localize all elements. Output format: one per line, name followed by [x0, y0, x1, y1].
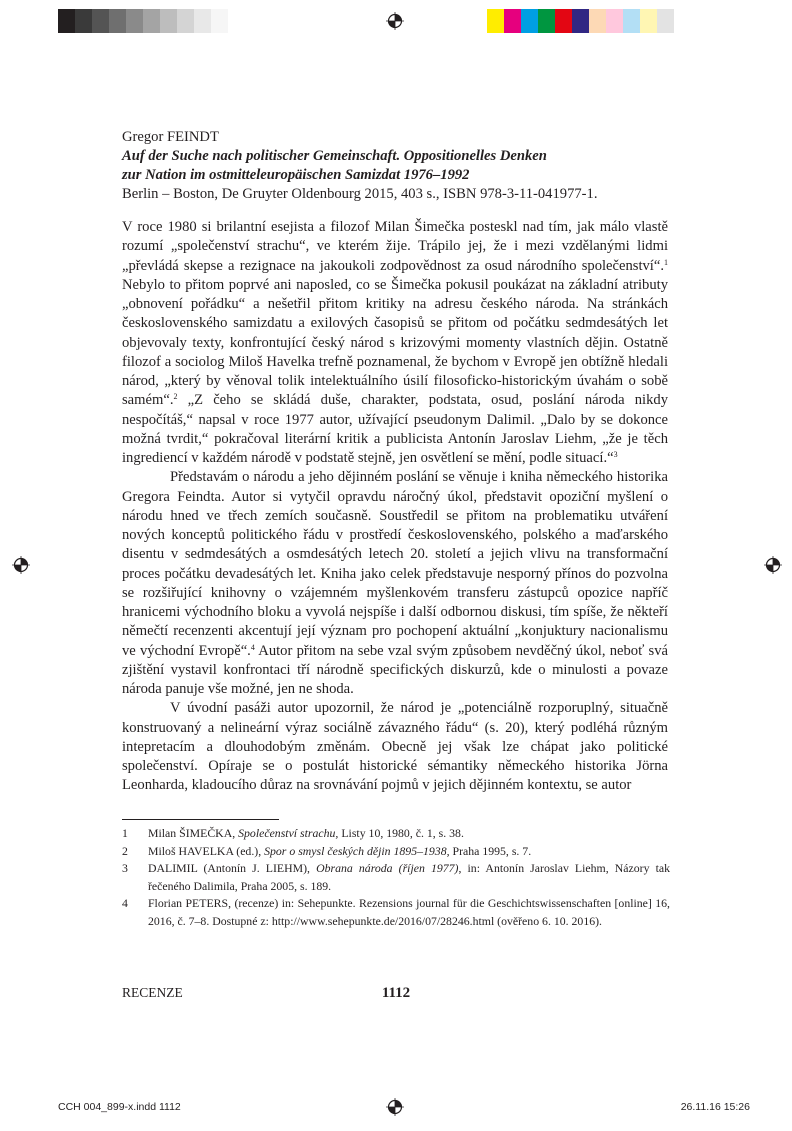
- footnote-separator: [122, 819, 279, 820]
- color-swatch: [555, 9, 572, 33]
- footnote-ref-2: 2: [173, 392, 178, 402]
- running-foot-section: RECENZE: [122, 985, 183, 1000]
- book-author: Gregor FEINDT: [122, 129, 219, 145]
- color-swatch: [623, 9, 640, 33]
- footnote-ref-4: 4: [250, 642, 255, 652]
- gray-swatch: [160, 9, 177, 33]
- paragraph-2-part-a: Představám o národu a jeho dějinném poslání se věnuje i kniha německého historika Gregora Feindta. Autor si vytyčil opravdu náročný úkol, představit opoziční myšlení o národu hned ve třech zemích současně. Soustředil se přitom na problematiku utváření nových konceptů politického řádu v prostředí československého, polského a maďarského disentu v sedmdesátých a osmdesátých letech 20. století a jejich vlivu na transformační proces počátku devadesátých let. Kniha jako celek představuje nesporný přínos do pozvolna se rozšiřující knihovny o vzájemném myšlenkovém transferu zástupců opozice napříč hranicemi východního bloku a vyvolá nejspíše i další odbornou diskusi, tím spíše, že někteří němečtí recenzenti akcentují její význam pro pochopení aktuální „konjuktury nacionalismu ve východní Evropě“.: [122, 469, 668, 659]
- color-swatch: [657, 9, 674, 33]
- color-swatch: [487, 9, 504, 33]
- paragraph-1-part-b: Nebylo to přitom poprvé ani naposled, co se Šimečka pokusil poukázat na základní atributy „obnovení pořádku“ a nešetřil přitom kritiky na adresu českého národa. Na stránkách československého samizdatu a exilových časopisů se přitom od počátku sedmdesátých let objevovaly texty, konfrontující český národ s krizovými momenty vlastních dějin. Ostatně filozof a sociolog Miloš Havelka trefně poznamenal, že bychom v Evropě jen obtížně hledali národ, „který by věnoval tolik intelektuálního úsilí filosoficko-historickým úvahám o sobě samém“.: [122, 276, 668, 409]
- gray-swatch: [92, 9, 109, 33]
- gray-swatch: [143, 9, 160, 33]
- registration-mark-right: [764, 556, 782, 574]
- gray-control-bar: [58, 9, 228, 33]
- footnote-4: 4 Florian PETERS, (recenze) in: Sehepunkte. Rezensions journal für die Geschichtswissenschaften [online] 16, 2016, č. 7–8. Dostupné z: http://www.sehepunkte.de/2016/07/28246.html (ověřeno 6. 10. 2016).: [122, 896, 670, 928]
- gray-swatch: [58, 9, 75, 33]
- footnote-ref-1: 1: [664, 257, 668, 267]
- gray-swatch: [75, 9, 92, 33]
- color-swatch: [640, 9, 657, 33]
- page-number: 1112: [381, 985, 411, 1001]
- gray-swatch: [177, 9, 194, 33]
- paragraph-1-part-a: V roce 1980 si brilantní esejista a filozof Milan Šimečka posteskl nad tím, jak málo vlastě rozumí „společenství strachu“, ve kterém žije. Trápilo jej, že i mezi vzdělanými lidmi „převládá skepse a rezignace na jakoukoli zodpovědnost za osud národního společenství“.: [122, 219, 668, 274]
- footnote-ref-3: 3: [613, 450, 618, 459]
- book-title-line-2: zur Nation im ostmitteleuropäischen Samizdat 1976–1992: [122, 167, 470, 183]
- color-swatch: [521, 9, 538, 33]
- registration-mark-bottom: [386, 1098, 404, 1116]
- review-body: [122, 218, 668, 796]
- registration-mark-top: [386, 12, 404, 30]
- paragraph-3: V úvodní pasáži autor upozornil, že národ je „potenciálně rozporuplný, situačně konstruovaný a nelineární výraz sociálně závazného řádu“ (s. 20), který podléhá různým intepretacím a dlouhodobým změnám. Obecně jej však lze chápat jako politické společenství. Opíraje se o postulát historické sémantiky německého historika Jörna Leonharda, kladoucího důraz na srovnávání pojmů v jejich dějinném kontextu, se autor: [122, 700, 668, 794]
- color-swatch: [504, 9, 521, 33]
- gray-swatch: [211, 9, 228, 33]
- paragraph-1: [122, 218, 668, 468]
- slug-timestamp: 26.11.16 15:26: [680, 1101, 750, 1113]
- color-control-bar: [487, 9, 674, 33]
- gray-swatch: [126, 9, 143, 33]
- footnote-3: 3 DALIMIL (Antonín J. LIEHM), Obrana národa (říjen 1977), in: Antonín Jaroslav Liehm, Názory tak řečeného Dalimila, Praha 2005, s. 189.: [122, 861, 670, 893]
- book-title-line-1: Auf der Suche nach politischer Gemeinschaft. Oppositionelles Denken: [122, 148, 547, 164]
- gray-swatch: [194, 9, 211, 33]
- slug-file-info: CCH 004_899-x.indd 1112: [58, 1101, 181, 1113]
- paragraph-1-part-c: „Z čeho se skládá duše, charakter, podstata, osud, poslání národa nikdy nespočítáš,“ napsal v roce 1977 autor, užívající pseudonym Dalimil. „Dalo by se dokonce možná tvrdit,“ pokračoval literární kritik a publicista Antonín Jaroslav Liehm, „že je těch ingrediencí v každém národě v podstatě stejně, jen osvětlení se mění, podle situací.“: [122, 392, 668, 466]
- page-content: [122, 128, 668, 796]
- paragraph-2: [122, 468, 668, 699]
- paragraph-2-part-b: Autor přitom na sebe vzal svým způsobem nevděčný úkol, neboť svá zjištění vystavil konfrontaci tří národně specifických diskurzů, kde o minulosti a povaze národa panuje vše možné, jen ne shoda.: [122, 642, 669, 697]
- gray-swatch: [109, 9, 126, 33]
- color-swatch: [589, 9, 606, 33]
- footnotes: [122, 825, 670, 930]
- publication-info: Berlin – Boston, De Gruyter Oldenbourg 2015, 403 s., ISBN 978-3-11-041977-1.: [122, 186, 598, 202]
- registration-mark-left: [12, 556, 30, 574]
- footnote-2: 2 Miloš HAVELKA (ed.), Spor o smysl českých dějin 1895–1938, Praha 1995, s. 7.: [122, 843, 532, 858]
- color-swatch: [538, 9, 555, 33]
- color-swatch: [606, 9, 623, 33]
- review-header: [122, 128, 668, 204]
- color-swatch: [572, 9, 589, 33]
- footnote-1: 1 Milan ŠIMEČKA, Společenství strachu, Listy 10, 1980, č. 1, s. 38.: [122, 826, 464, 840]
